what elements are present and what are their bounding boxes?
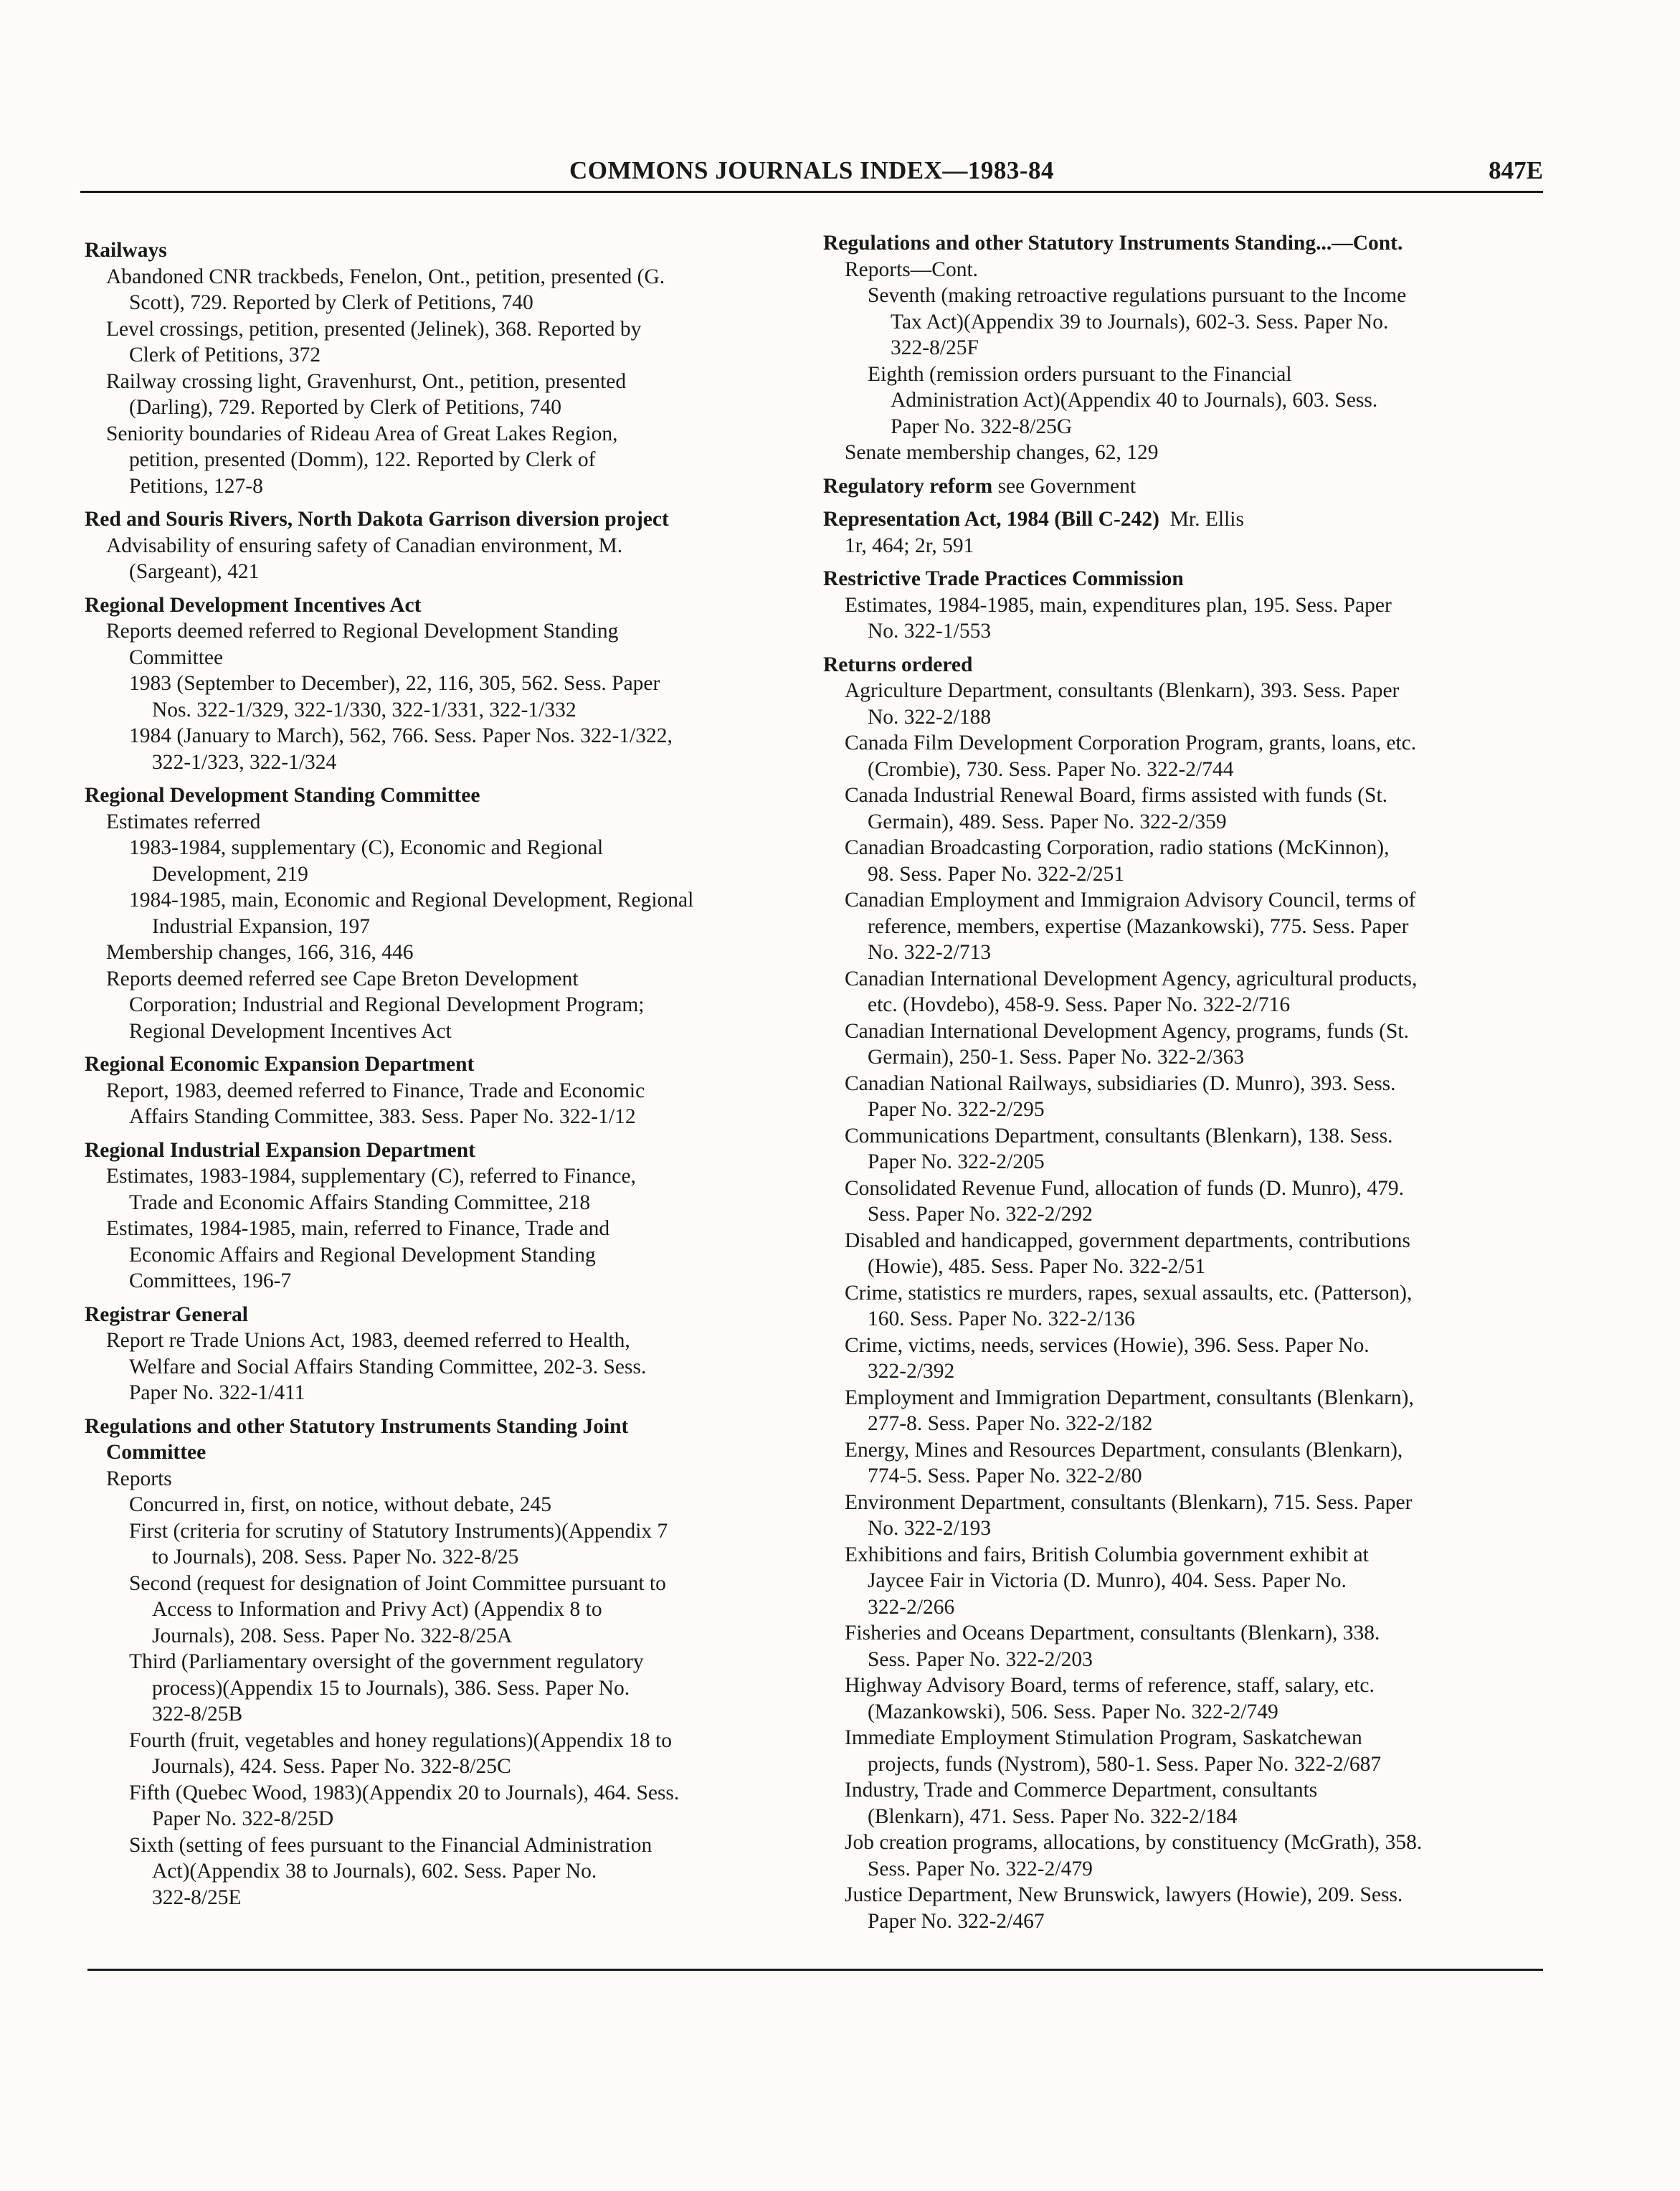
index-line: Reports—Cont. [845,257,979,281]
index-line: Development, 219 [152,862,308,886]
index-line: Canadian National Railways, subsidiaries (D. Munro), 393. Sess. [845,1071,1396,1095]
index-line: Justice Department, New Brunswick, lawyers (Howie), 209. Sess. [845,1883,1403,1906]
index-line: Advisability of ensuring safety of Canadian environment, M. [106,534,623,557]
index-line: Estimates, 1984-1985, main, referred to Finance, Trade and [106,1217,610,1240]
index-line: to Journals), 208. Sess. Paper No. 322-8/25 [152,1546,519,1568]
index-line: Energy, Mines and Resources Department, consulants (Blenkarn), [845,1438,1403,1462]
index-line: projects, funds (Nystrom), 580-1. Sess. Paper No. 322-2/687 [868,1752,1382,1776]
index-line: Exhibitions and fairs, British Columbia government exhibit at [845,1543,1369,1566]
index-column-left [85,237,802,1911]
index-line: Crime, statistics re murders, rapes, sexual assaults, etc. (Patterson), [845,1281,1413,1305]
index-heading: Returns ordered [823,653,973,676]
index-line: Germain), 250-1. Sess. Paper No. 322-2/363 [868,1046,1245,1069]
index-heading: Regional Development Standing Committee [85,784,480,807]
index-line: Industry, Trade and Commerce Department, consultants [845,1779,1318,1802]
page-title: COMMONS JOURNALS INDEX—1983-84 [569,156,1055,184]
index-line: Immediate Employment Stimulation Program, Saskatchewan [845,1726,1362,1749]
index-line: Agriculture Department, consultants (Blenkarn), 393. Sess. Paper [845,679,1400,702]
index-line: Seniority boundaries of Rideau Area of Great Lakes Region, [106,422,618,445]
index-line: Senate membership changes, 62, 129 [845,441,1159,464]
index-line: Paper No. 322-2/467 [868,1909,1045,1933]
index-line: (Blenkarn), 471. Sess. Paper No. 322-2/184 [868,1804,1238,1828]
index-line: Railway crossing light, Gravenhurst, Ont., petition, presented [106,369,627,393]
index-heading-bold: Representation Act, 1984 (Bill C-242) [823,508,1159,531]
index-line: 322-8/25E [152,1885,242,1909]
index-line: No. 322-2/193 [868,1517,992,1540]
index-line: Paper No. 322-2/295 [868,1098,1045,1121]
index-line: Jaycee Fair in Victoria (D. Munro), 404. Sess. Paper No. [868,1569,1347,1592]
entry-gap [85,1044,802,1051]
index-line: 1984-1985, main, Economic and Regional Development, Regional [129,889,694,912]
index-line: process)(Appendix 15 to Journals), 386. Sess. Paper No. [152,1676,630,1700]
index-line: Crime, victims, needs, services (Howie), 396. Sess. Paper No. [845,1333,1370,1357]
index-line: Third (Parliamentary oversight of the government regulatory [129,1650,644,1673]
index-line: 1r, 464; 2r, 591 [845,534,974,557]
index-line: Paper No. 322-8/25G [891,415,1073,438]
index-line: Affairs Standing Committee, 383. Sess. Paper No. 322-1/12 [129,1105,636,1128]
index-column-right [823,230,1547,1934]
index-line: Sess. Paper No. 322-2/203 [868,1647,1093,1671]
index-line: Canadian International Development Agency, programs, funds (St. [845,1019,1410,1043]
index-line: Estimates, 1984-1985, main, expenditures plan, 195. Sess. Paper [845,593,1392,617]
index-line: Petitions, 127-8 [129,474,263,498]
index-line: No. 322-1/553 [868,620,992,643]
index-heading: Regional Development Incentives Act [85,593,422,617]
index-line: Disabled and handicapped, government departments, contributions [845,1229,1410,1252]
index-line: Journals), 424. Sess. Paper No. 322-8/25C [152,1755,511,1778]
index-line: No. 322-2/713 [868,941,992,964]
index-line: Eighth (remission orders pursuant to the Financial [868,362,1292,386]
index-heading: Regulations and other Statutory Instruments Standing Joint [85,1414,629,1438]
index-line: Corporation; Industrial and Regional Development Program; [129,993,645,1016]
index-line: 160. Sess. Paper No. 322-2/136 [868,1307,1135,1330]
entry-gap [823,559,1547,566]
index-line: Reports deemed referred see Cape Breton Development [106,967,579,990]
index-line: Membership changes, 166, 316, 446 [106,941,414,964]
index-line: Germain), 489. Sess. Paper No. 322-2/359 [868,810,1227,833]
index-heading [823,473,1547,500]
index-line: Estimates referred [106,810,261,833]
index-line: Canadian Employment and Immigraion Advisory Council, terms of [845,889,1416,912]
index-line: Nos. 322-1/329, 322-1/330, 322-1/331, 322-1/332 [152,698,576,721]
index-line: Industrial Expansion, 197 [152,914,370,938]
entry-gap [823,499,1547,506]
index-line: (Crombie), 730. Sess. Paper No. 322-2/744 [868,757,1234,781]
index-line: Economic Affairs and Regional Development Standing [129,1243,596,1267]
index-line: Trade and Economic Affairs Standing Committee, 218 [129,1191,591,1214]
entry-gap [85,1295,802,1302]
index-line: 322-8/25F [891,336,979,359]
index-line: 322-1/323, 322-1/324 [152,750,337,774]
index-line: Concurred in, first, on notice, without debate, 245 [129,1493,552,1516]
index-line: Tax Act)(Appendix 39 to Journals), 602-3. Sess. Paper No. [891,310,1389,333]
index-line: 277-8. Sess. Paper No. 322-2/182 [868,1412,1153,1435]
index-line: Committees, 196-7 [129,1269,292,1292]
index-line: Estimates, 1983-1984, supplementary (C), referred to Finance, [106,1165,636,1188]
index-line: Act)(Appendix 38 to Journals), 602. Sess. Paper No. [152,1860,597,1883]
index-line: 322-2/266 [868,1595,955,1619]
index-heading-bold: Regulatory reform [823,474,993,498]
index-line: 1983 (September to December), 22, 116, 305, 562. Sess. Paper [129,672,660,695]
index-line: 1983-1984, supplementary (C), Economic and Regional [129,836,604,859]
footer-rule [87,1969,1543,1971]
entry-gap [823,466,1547,473]
index-line: Access to Information and Privy Act) (Appendix 8 to [152,1598,602,1621]
index-line: petition, presented (Domm), 122. Reported by Clerk of [129,448,596,471]
index-line: reference, members, expertise (Mazankowski), 775. Sess. Paper [868,914,1409,938]
index-line: Employment and Immigration Department, consultants (Blenkarn), [845,1386,1414,1409]
entry-gap [85,775,802,782]
index-line: First (criteria for scrutiny of Statutory Instruments)(Appendix 7 [129,1519,668,1543]
index-line: Fifth (Quebec Wood, 1983)(Appendix 20 to Journals), 464. Sess. [129,1781,680,1804]
index-line: (Howie), 485. Sess. Paper No. 322-2/51 [868,1255,1206,1278]
index-line: etc. (Hovdebo), 458-9. Sess. Paper No. 322-2/716 [868,993,1291,1016]
index-line: Consolidated Revenue Fund, allocation of funds (D. Munro), 479. [845,1176,1404,1200]
index-line: Abandoned CNR trackbeds, Fenelon, Ont., petition, presented (G. [106,265,665,288]
index-line: Reports deemed referred to Regional Development Standing [106,620,619,643]
index-heading: Regional Economic Expansion Department [85,1053,475,1076]
index-heading: Red and Souris Rivers, North Dakota Garrison diversion project [85,508,669,531]
index-heading: Regulations and other Statutory Instruments Standing...—Cont. [823,232,1403,255]
index-line: Regional Development Incentives Act [129,1019,452,1043]
index-heading [823,506,1547,533]
index-line: Second (request for designation of Joint Committee pursuant to [129,1571,666,1595]
entry-gap [823,645,1547,652]
page-header [80,156,1543,195]
index-line: (Darling), 729. Reported by Clerk of Petitions, 740 [129,396,562,419]
index-line: Canada Industrial Renewal Board, firms assisted with funds (St. [845,784,1388,807]
index-line: 1984 (January to March), 562, 766. Sess. Paper Nos. 322-1/322, [129,724,673,747]
index-line: Seventh (making retroactive regulations pursuant to the Income [868,284,1407,307]
index-line: Environment Department, consultants (Blenkarn), 715. Sess. Paper [845,1490,1413,1514]
index-line: Level crossings, petition, presented (Jelinek), 368. Reported by [106,317,642,341]
index-heading: Committee [106,1441,207,1464]
index-heading: Registrar General [85,1302,249,1326]
index-heading-rest: Mr. Ellis [1159,508,1244,531]
index-line: Fourth (fruit, vegetables and honey regulations)(Appendix 18 to [129,1728,672,1752]
index-line: Journals), 208. Sess. Paper No. 322-8/25A [152,1624,513,1647]
index-line: Welfare and Social Affairs Standing Committee, 202-3. Sess. [129,1355,647,1378]
index-heading: Railways [85,239,167,262]
index-line: Report, 1983, deemed referred to Finance, Trade and Economic [106,1079,645,1102]
index-line: Highway Advisory Board, terms of reference, staff, salary, etc. [845,1674,1375,1697]
index-line: Sess. Paper No. 322-2/479 [868,1857,1093,1880]
index-line: Reports [106,1467,172,1490]
index-line: Committee [129,645,224,669]
index-line: (Mazankowski), 506. Sess. Paper No. 322-2/749 [868,1700,1278,1723]
index-line: Sess. Paper No. 322-2/292 [868,1203,1093,1226]
index-line: Canadian International Development Agency, agricultural products, [845,967,1418,990]
index-line: 98. Sess. Paper No. 322-2/251 [868,862,1125,886]
index-line: Canadian Broadcasting Corporation, radio stations (McKinnon), [845,836,1390,859]
entry-gap [85,1130,802,1137]
entry-gap [85,1406,802,1414]
index-line: Job creation programs, allocations, by constituency (McGrath), 358. [845,1831,1423,1854]
index-line: Report re Trade Unions Act, 1983, deemed referred to Health, [106,1329,630,1352]
index-line: 322-8/25B [152,1703,243,1726]
index-line: 322-2/392 [868,1360,955,1383]
index-line: Paper No. 322-2/205 [868,1150,1045,1173]
index-heading: Restrictive Trade Practices Commission [823,567,1184,590]
index-line: Clerk of Petitions, 372 [129,344,321,366]
index-line: 774-5. Sess. Paper No. 322-2/80 [868,1464,1142,1487]
entry-gap [85,585,802,592]
index-heading-rest: see Government [992,474,1136,498]
index-line: Paper No. 322-1/411 [129,1381,305,1404]
header-rule [80,191,1543,193]
index-line: No. 322-2/188 [868,705,992,729]
index-line: Fisheries and Oceans Department, consultants (Blenkarn), 338. [845,1622,1380,1645]
index-line: Paper No. 322-8/25D [152,1807,334,1830]
index-line: (Sargeant), 421 [129,560,260,583]
index-line: Administration Act)(Appendix 40 to Journals), 603. Sess. [891,389,1378,412]
page-number: 847E [1489,156,1543,184]
entry-gap [85,499,802,506]
index-line: Sixth (setting of fees pursuant to the Financial Administration [129,1833,652,1857]
index-line: Scott), 729. Reported by Clerk of Petitions, 740 [129,291,533,314]
index-line: Canada Film Development Corporation Program, grants, loans, etc. [845,732,1417,754]
index-line: Communications Department, consultants (Blenkarn), 138. Sess. [845,1124,1393,1147]
index-heading: Regional Industrial Expansion Department [85,1138,476,1162]
